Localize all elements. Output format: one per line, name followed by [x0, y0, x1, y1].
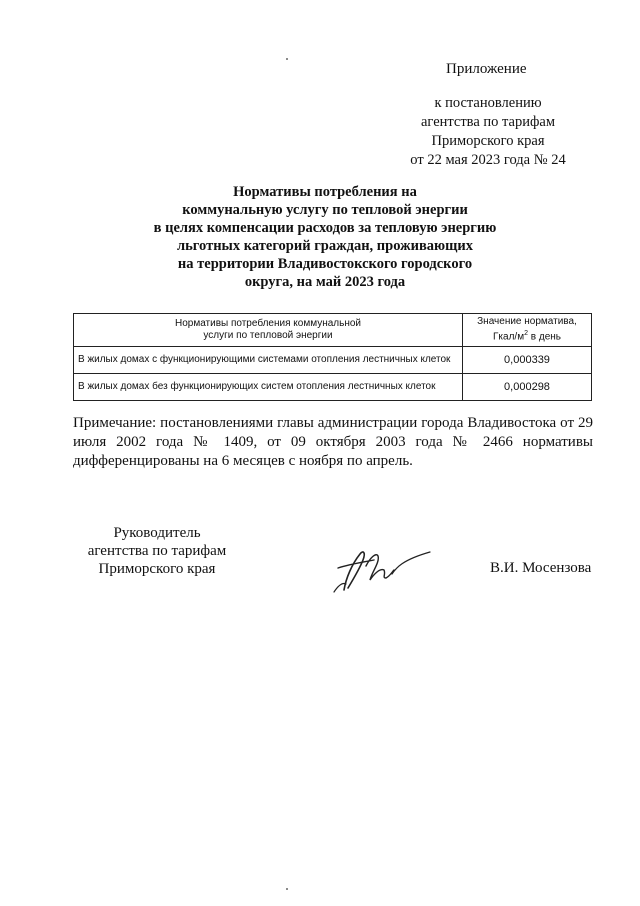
table-row: [74, 374, 592, 401]
table-row: [74, 347, 592, 374]
appendix-reference: [400, 94, 576, 170]
appendix-ref-line: к постановлению: [434, 95, 542, 111]
unit-text: Гкал/м: [493, 331, 525, 343]
title-line: в целях компенсации расходов за тепловую энергию: [153, 220, 497, 236]
unit-superscript: 2: [524, 330, 528, 338]
title-line: коммунальную услугу по тепловой энергии: [182, 202, 468, 218]
appendix-ref-line: от 22 мая 2023 года № 24: [410, 152, 566, 168]
signatory-name: В.И. Мосензова: [490, 560, 592, 576]
unit-text-post: в день: [527, 331, 561, 343]
note-paragraph: Примечание: постановлениями главы администрации города Владивостока от 29 июля 2002 года № 1409, от 09 октября 2003 года № 2466 нормативы дифференцированы на 6 месяцев с ноября по апрель.: [73, 415, 593, 469]
header-norms: [74, 314, 463, 347]
signatory-title-line: Руководитель: [113, 525, 201, 541]
appendix-heading: Приложение: [446, 61, 527, 77]
title-line: льготных категорий граждан, проживающих: [177, 238, 473, 254]
row-value: 0,000298: [463, 374, 592, 401]
document-title: [120, 183, 530, 291]
row-value: 0,000339: [463, 347, 592, 374]
row-description: В жилых домах без функционирующих систем отопления лестничных клеток: [74, 374, 463, 401]
scan-speck: [286, 888, 288, 890]
appendix-ref-line: агентства по тарифам: [421, 114, 555, 130]
signatory-title-line: агентства по тарифам: [87, 543, 227, 559]
signatory-title: [72, 524, 242, 578]
scan-speck: [286, 58, 288, 60]
header-norms-line: услуги по тепловой энергии: [203, 330, 333, 341]
signatory-title-line: Приморского края: [98, 561, 216, 577]
header-norms-line: Нормативы потребления коммунальной: [174, 318, 362, 329]
header-value-unit: [467, 328, 587, 343]
appendix-ref-line: Приморского края: [431, 133, 545, 149]
title-line: Нормативы потребления на: [233, 184, 417, 200]
norms-table: [73, 313, 592, 401]
header-value: [463, 314, 592, 347]
handwritten-signature: [330, 538, 440, 598]
table-header-row: [74, 314, 592, 347]
row-description: В жилых домах с функционирующими системами отопления лестничных клеток: [74, 347, 463, 374]
title-line: округа, на май 2023 года: [244, 274, 406, 290]
title-line: на территории Владивостокского городского: [177, 256, 473, 272]
header-value-line: Значение норматива,: [477, 316, 577, 328]
